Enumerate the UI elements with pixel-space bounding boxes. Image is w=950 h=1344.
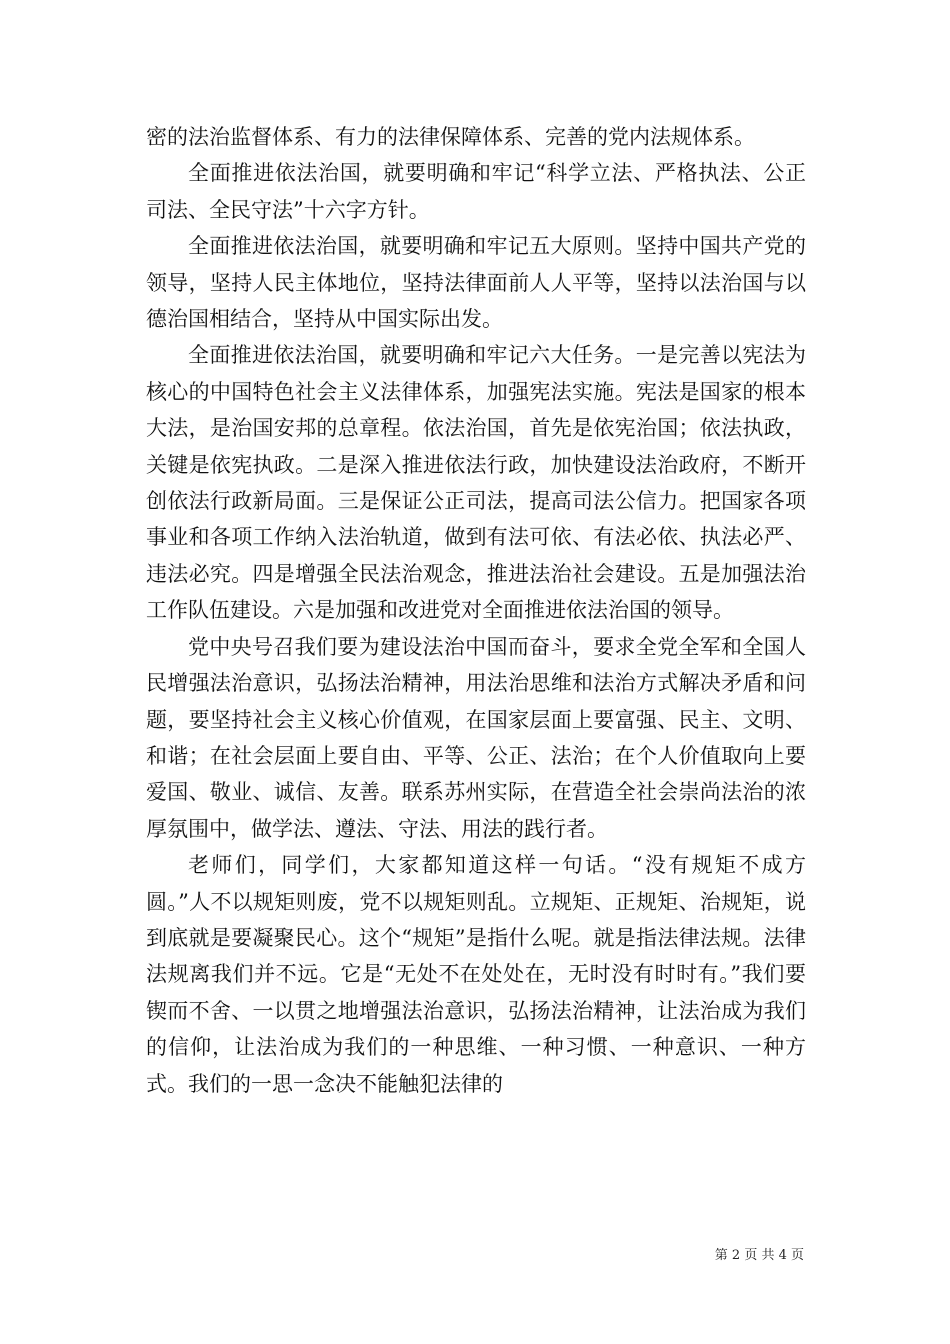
paragraph-3: 全面推进依法治国，就要明确和牢记五大原则。坚持中国共产党的领导，坚持人民主体地位，坚持法律面前人人平等，坚持以法治国与以德治国相结合，坚持从中国实际出发。: [146, 234, 806, 332]
document-body: [146, 119, 806, 1102]
paragraph-4: 全面推进依法治国，就要明确和牢记六大任务。一是完善以宪法为核心的中国特色社会主义法律体系，加强宪法实施。宪法是国家的根本大法，是治国安邦的总章程。依法治国，首先是依宪治国；依法执政，关键是依宪执政。二是深入推进依法行政，加快建设法治政府，不断开创依法行政新局面。三是保证公正司法，提高司法公信力。把国家各项事业和各项工作纳入法治轨道，做到有法可依、有法必依、执法必严、违法必究。四是增强全民法治观念，推进法治社会建设。五是加强法治工作队伍建设。六是加强和改进党对全面推进依法治国的领导。: [146, 343, 806, 623]
page-number: 第 2 页 共 4 页: [714, 1248, 804, 1263]
paragraph-1: 密的法治监督体系、有力的法律保障体系、完善的党内法规体系。: [146, 125, 755, 149]
paragraph-6: 老师们，同学们，大家都知道这样一句话。“没有规矩不成方圆。”人不以规矩则废，党不以规矩则乱。立规矩、正规矩、治规矩，说到底就是要凝聚民心。这个“规矩”是指什么呢。就是指法律法规。法律法规离我们并不远。它是“无处不在处处在，无时没有时时有。”我们要锲而不舍、一以贯之地增强法治意识，弘扬法治精神，让法治成为我们的信仰，让法治成为我们的一种思维、一种习惯、一种意识、一种方式。我们的一思一念决不能触犯法律的: [146, 853, 806, 1096]
paragraph-2: 全面推进依法治国，就要明确和牢记“科学立法、严格执法、公正司法、全民守法”十六字方针。: [146, 161, 806, 222]
paragraph-5: 党中央号召我们要为建设法治中国而奋斗，要求全党全军和全国人民增强法治意识，弘扬法治精神，用法治思维和法治方式解决矛盾和问题，要坚持社会主义核心价值观，在国家层面上要富强、民主、文明、和谐；在社会层面上要自由、平等、公正、法治；在个人价值取向上要爱国、敬业、诚信、友善。联系苏州实际，在营造全社会崇尚法治的浓厚氛围中，做学法、遵法、守法、用法的践行者。: [146, 634, 806, 841]
